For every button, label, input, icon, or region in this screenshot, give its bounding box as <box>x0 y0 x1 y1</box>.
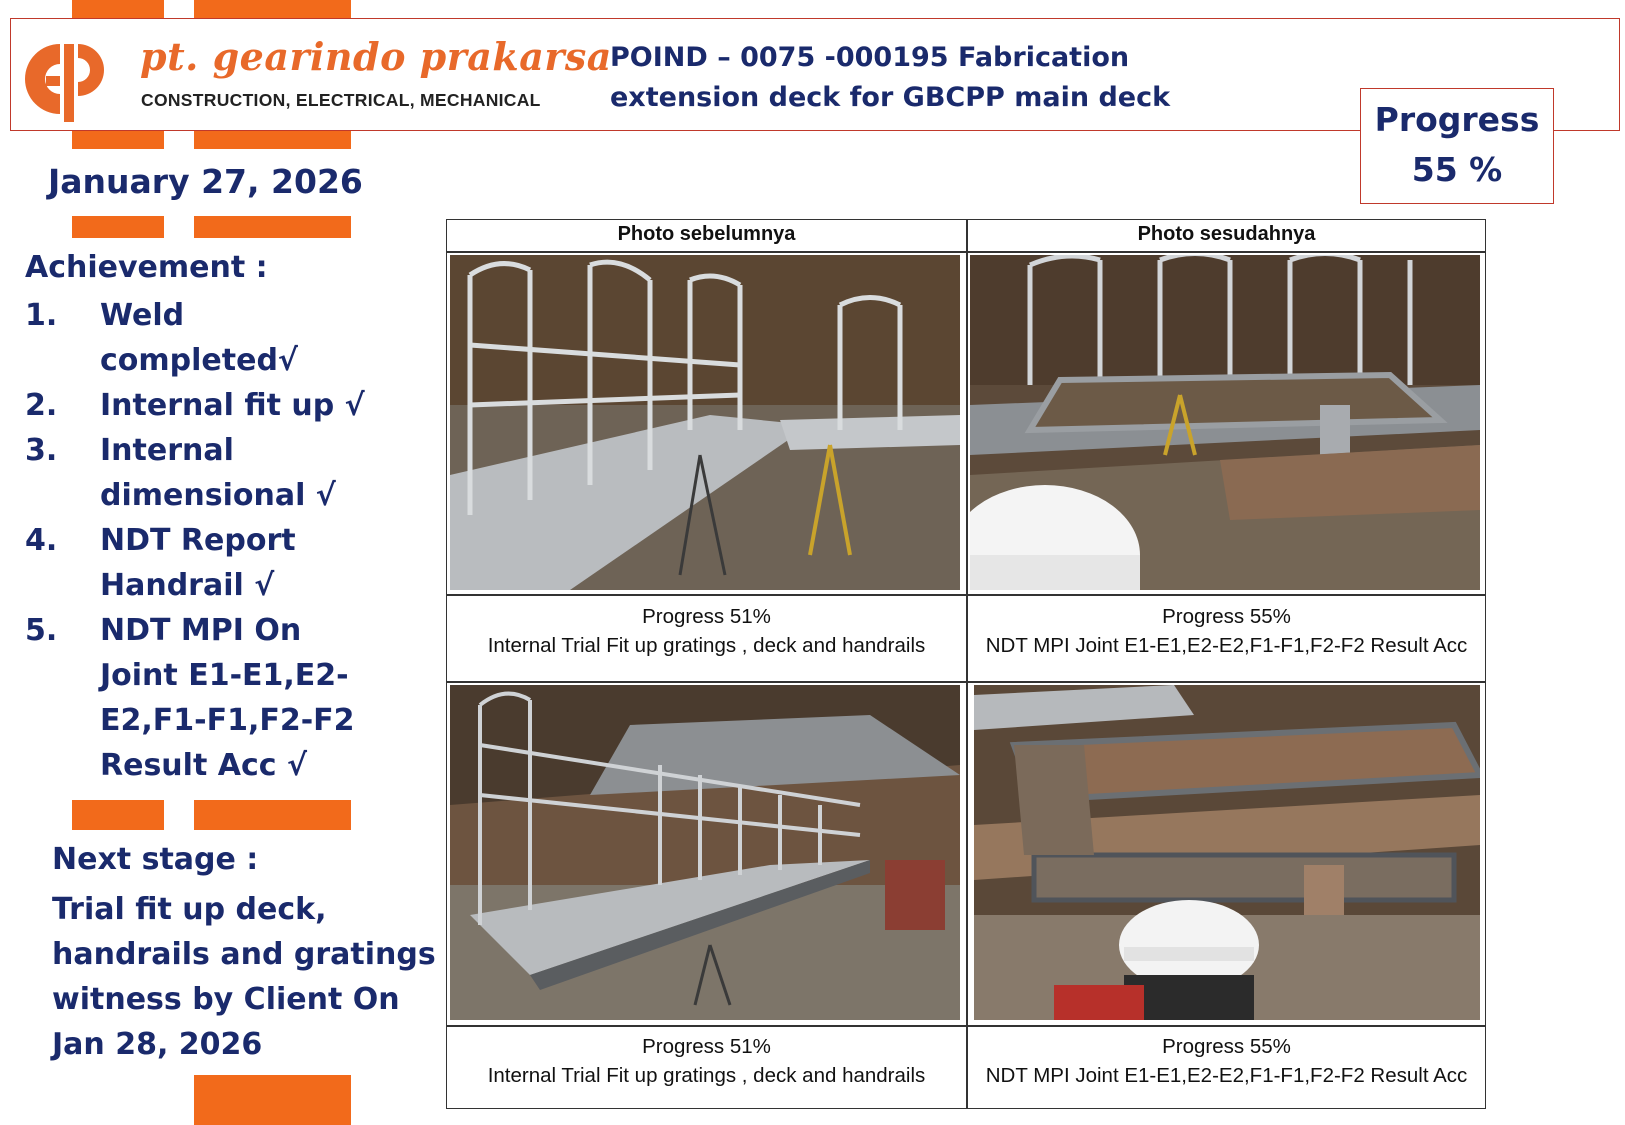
photo-before-1 <box>450 255 960 590</box>
photo-before-2 <box>450 685 960 1020</box>
list-item <box>25 293 425 383</box>
company-logo <box>20 36 120 122</box>
decor-bar <box>72 216 164 238</box>
column-header-before: Photo sebelumnya <box>617 223 796 245</box>
item-number: 1. <box>25 298 58 333</box>
item-text: Weld completed√ <box>100 298 298 378</box>
decor-bar <box>72 0 164 18</box>
caption-desc: NDT MPI Joint E1-E1,E2-E2,F1-F1,F2-F2 Result Acc <box>985 634 1468 657</box>
item-text: Internal fit up √ <box>100 388 365 423</box>
caption-progress: Progress 55% <box>1162 1035 1291 1058</box>
progress-label: Progress <box>1374 100 1540 139</box>
photo-after-1 <box>970 255 1480 590</box>
column-header-after: Photo sesudahnya <box>1137 223 1316 245</box>
item-text: Internal dimensional √ <box>100 433 336 513</box>
decor-bar <box>194 1075 351 1125</box>
company-name: pt. gearindo prakarsa <box>140 34 612 79</box>
caption-progress: Progress 51% <box>642 605 771 628</box>
table-divider <box>447 1025 1485 1027</box>
decor-bar <box>194 216 351 238</box>
list-item <box>25 428 425 518</box>
progress-box <box>1360 88 1554 204</box>
page-title <box>610 38 1270 118</box>
next-stage-text: Trial fit up deck, handrails and gratings witness by Client On Jan 28, 2026 <box>52 892 436 1062</box>
title-line-1: POIND – 0075 -000195 Fabrication <box>610 42 1130 73</box>
next-stage-title: Next stage : <box>52 842 259 877</box>
table-divider <box>447 251 1485 253</box>
decor-bar <box>72 800 164 830</box>
decor-bar <box>72 131 164 149</box>
company-tagline: CONSTRUCTION, ELECTRICAL, MECHANICAL <box>141 90 541 110</box>
photo-table <box>446 219 1486 1109</box>
caption-after-2 <box>967 1032 1486 1090</box>
caption-after-1 <box>967 602 1486 660</box>
achievement-title: Achievement : <box>25 250 268 285</box>
photo-after-2 <box>974 685 1480 1020</box>
item-number: 3. <box>25 433 58 468</box>
list-item <box>25 608 425 788</box>
caption-desc: Internal Trial Fit up gratings , deck and handrails <box>487 634 926 657</box>
caption-desc: Internal Trial Fit up gratings , deck and handrails <box>487 1064 926 1087</box>
caption-progress: Progress 55% <box>1162 605 1291 628</box>
decor-bar <box>194 131 351 149</box>
item-text: NDT MPI On Joint E1-E1,E2-E2,F1-F1,F2-F2 Result Acc √ <box>100 613 355 783</box>
caption-before-1 <box>447 602 966 660</box>
decor-bar <box>194 800 351 830</box>
table-divider <box>447 681 1485 683</box>
report-date: January 27, 2026 <box>48 162 363 201</box>
item-number: 4. <box>25 523 58 558</box>
table-divider <box>447 594 1485 596</box>
caption-progress: Progress 51% <box>642 1035 771 1058</box>
achievement-list <box>25 293 425 788</box>
table-divider <box>966 220 968 1108</box>
caption-before-2 <box>447 1032 966 1090</box>
item-number: 2. <box>25 388 58 423</box>
list-item <box>25 383 425 428</box>
list-item <box>25 518 425 608</box>
progress-value: 55 % <box>1411 150 1503 189</box>
item-text: NDT Report Handrail √ <box>100 523 296 603</box>
item-number: 5. <box>25 613 58 648</box>
decor-bar <box>194 0 351 18</box>
caption-desc: NDT MPI Joint E1-E1,E2-E2,F1-F1,F2-F2 Result Acc <box>985 1064 1468 1087</box>
title-line-2: extension deck for GBCPP main deck <box>610 82 1171 113</box>
